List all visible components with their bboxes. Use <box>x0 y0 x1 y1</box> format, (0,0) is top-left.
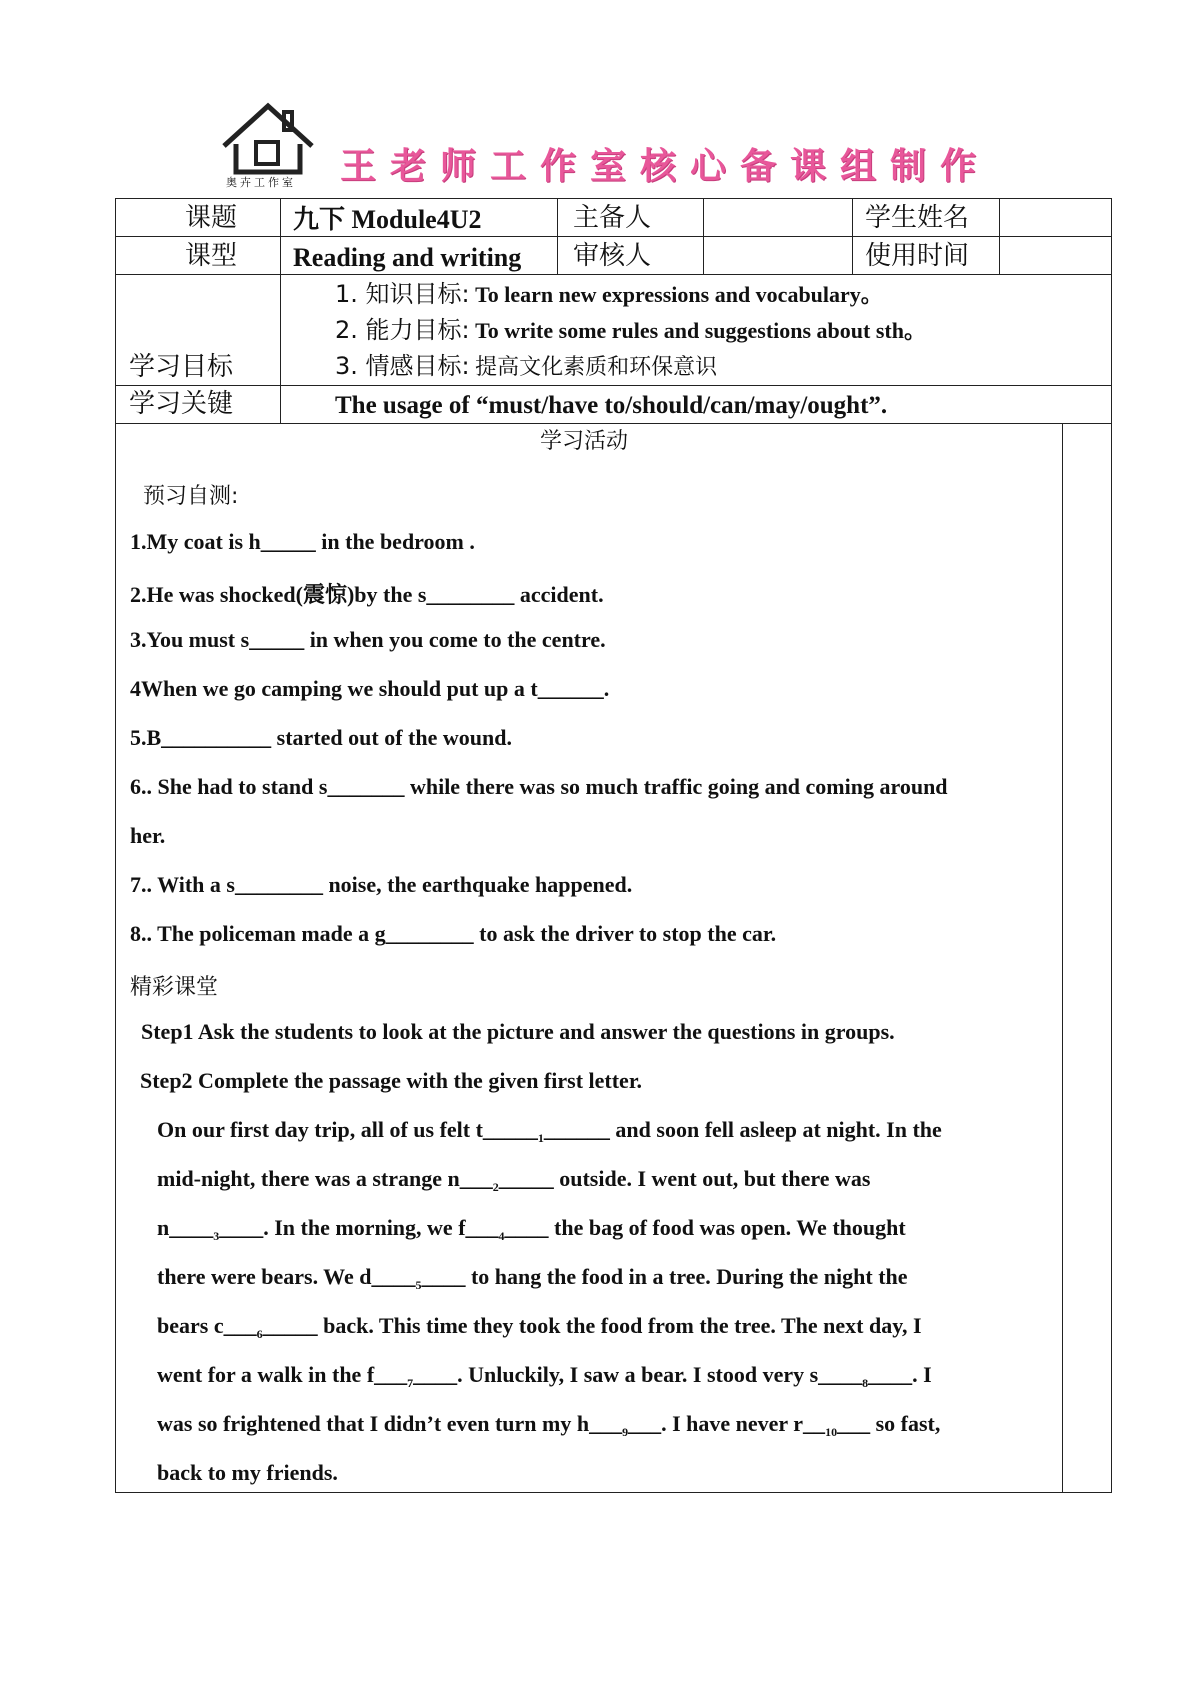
blank-number: 1 <box>537 1131 544 1145</box>
question-8: 8.. The policeman made a g________ to ask the driver to stop the car. <box>130 921 777 946</box>
preview-heading: 预习自测: <box>143 484 239 509</box>
goal-emotion-text: 提高文化素质和环保意识 <box>475 355 718 380</box>
goals-label: 学习目标 <box>129 352 234 382</box>
passage-line-6: went for a walk in the $f\_\_\__7\_\_\_\_$. Unluckily, I saw a bear. I stood very $s\_\_\_\__8\_\_\_\_$. I <box>157 1362 932 1390</box>
blank-number: 6 <box>256 1327 263 1341</box>
passage-line-2: mid-night, there was a strange $n\_\_\__2\_\_\_\_\_$ outside. I went out, but there was <box>157 1166 871 1194</box>
goal-knowledge-prefix: 1. 知识目标: <box>335 280 470 308</box>
blank-number: 2 <box>492 1180 499 1194</box>
student-name-label: 学生姓名 <box>865 203 970 233</box>
use-time-label: 使用时间 <box>865 241 970 271</box>
blank-number: 3 <box>213 1229 220 1243</box>
reviewer-label: 审核人 <box>573 241 652 271</box>
type-label: 课型 <box>185 241 238 271</box>
goal-knowledge-text: To learn new expressions and vocabulary。 <box>475 282 883 307</box>
topic-value: 九下 Module4U2 <box>293 205 482 234</box>
type-value: Reading and writing <box>293 243 522 272</box>
passage-line-4: there were bears. We $d\_\_\_\__5\_\_\_\_$ to hang the food in a tree. During the night the <box>157 1264 908 1292</box>
question-6: 6.. She had to stand s_______ while there was so much traffic going and coming around <box>130 774 948 799</box>
question-6-cont: her. <box>130 823 166 848</box>
preparer-field[interactable] <box>705 200 850 234</box>
passage-line-5: bears $c\_\_\__6\_\_\_\_\_$ back. This time they took the food from the tree. The next day, I <box>157 1313 922 1341</box>
blank-number: 5 <box>415 1278 422 1292</box>
passage-line-3: $n\_\_\_\__3\_\_\_\_$. In the morning, we $f\_\_\__4\_\_\_\_$ the bag of food was open. We thought <box>157 1215 906 1243</box>
passage-line-8: back to my friends. <box>157 1460 338 1485</box>
question-3: 3.You must s_____ in when you come to the centre. <box>130 627 606 652</box>
passage-line-7: was so frightened that I didn’t even turn my $h\_\_\__9\_\_\_$. I have never $r\_\__{10}\_\_\_$ so fast, <box>157 1411 941 1439</box>
student-name-field[interactable] <box>1001 200 1109 234</box>
goal-ability <box>335 318 926 342</box>
question-7: 7.. With a s________ noise, the earthquake happened. <box>130 872 633 897</box>
class-heading: 精彩课堂 <box>130 975 219 1000</box>
key-text: The usage of “must/have to/should/can/may/ought”. <box>335 392 888 419</box>
goal-emotion-prefix: 3. 情感目标: <box>335 352 470 380</box>
topic-label: 课题 <box>185 203 238 233</box>
blank-number: 8 <box>862 1376 869 1390</box>
preparer-label: 主备人 <box>573 203 652 233</box>
goal-knowledge <box>335 282 883 306</box>
house-logo <box>218 98 318 190</box>
goal-ability-text: To write some rules and suggestions about sth。 <box>475 318 926 343</box>
question-2: 2.He was shocked(震惊)by the s________ accident. <box>130 582 604 607</box>
goal-emotion <box>335 354 717 379</box>
blank-number: 7 <box>407 1376 414 1390</box>
key-label: 学习关键 <box>129 389 234 419</box>
banner-title: 王老师工作室核心备课组制作 <box>340 146 991 187</box>
question-4: 4When we go camping we should put up a t______. <box>130 676 610 701</box>
activity-heading: 学习活动 <box>540 429 629 454</box>
logo-caption: 奥卉工作室 <box>226 176 296 189</box>
step-2: Step2 Complete the passage with the given first letter. <box>140 1068 643 1093</box>
reviewer-field[interactable] <box>705 238 850 272</box>
goal-ability-prefix: 2. 能力目标: <box>335 316 470 344</box>
question-1: 1.My coat is h_____ in the bedroom . <box>130 529 475 554</box>
passage-line-1: On our first day trip, all of us felt $t\_\_\_\_\__1\_\_\_\_\_\_$ and soon fell asleep at night. In the <box>157 1117 942 1145</box>
step-1: Step1 Ask the students to look at the picture and answer the questions in groups. <box>141 1019 895 1044</box>
blank-number: 4 <box>498 1229 505 1243</box>
blank-number: 9 <box>622 1425 629 1439</box>
question-5: 5.B__________ started out of the wound. <box>130 725 512 750</box>
use-time-field[interactable] <box>1001 238 1109 272</box>
blank-number: 10 <box>825 1425 838 1439</box>
